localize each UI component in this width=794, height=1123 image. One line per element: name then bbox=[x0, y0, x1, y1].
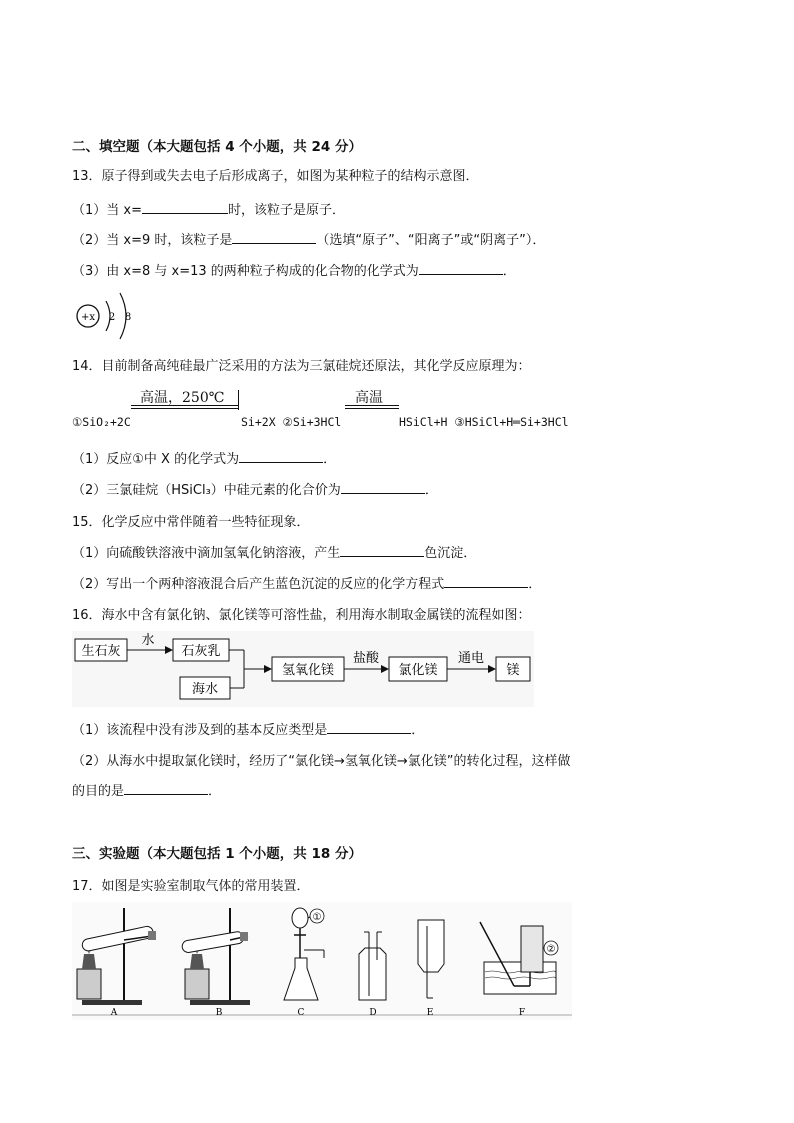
q13-part1-text-b: 时，该粒子是原子． bbox=[228, 203, 346, 218]
mg-hydroxide-label: 氢氧化镁 bbox=[281, 663, 335, 678]
q13-part1-text-a: （1）当 x= bbox=[72, 203, 142, 218]
reaction-arrow-1 bbox=[131, 405, 239, 409]
q16-part2-line1: （2）从海水中提取氯化镁时，经历了“氯化镁→氢氧化镁→氯化镁”的转化过程，这样做 bbox=[72, 754, 571, 769]
shell1-label: 2 bbox=[108, 312, 116, 323]
q14-part1-text-a: （1）反应①中 X 的化学式为 bbox=[72, 452, 240, 467]
label-b: B bbox=[215, 1008, 223, 1018]
water-label: 水 bbox=[141, 633, 155, 648]
lab-apparatus-figure bbox=[72, 902, 572, 1020]
magnesium-flow-diagram bbox=[72, 631, 534, 707]
q13-part3 bbox=[72, 260, 516, 279]
nucleus-label: +x bbox=[80, 312, 96, 323]
quicklime-label: 生石灰 bbox=[81, 644, 121, 659]
q17-stem: 17．如图是实验室制取气体的常用装置． bbox=[72, 879, 310, 894]
q15-part1-text-b: 色沉淀． bbox=[424, 546, 477, 561]
equation-part-b: Si+2X ②Si+3HCl bbox=[241, 415, 342, 429]
mark-2: ② bbox=[546, 944, 556, 955]
answer-blank[interactable] bbox=[142, 201, 228, 214]
q16-part1-text-b: ． bbox=[411, 723, 425, 738]
answer-blank[interactable] bbox=[232, 231, 316, 244]
mg-chloride-label: 氯化镁 bbox=[398, 663, 438, 678]
q16-part1 bbox=[72, 719, 424, 738]
answer-blank[interactable] bbox=[327, 721, 411, 734]
lime-milk-label: 石灰乳 bbox=[181, 644, 221, 659]
reaction-arrow-2 bbox=[345, 405, 399, 409]
condition-1: 高温，250℃ bbox=[140, 390, 225, 406]
answer-blank[interactable] bbox=[341, 481, 425, 494]
q16-part2-line2 bbox=[72, 780, 221, 799]
q13-part2-text-a: （2）当 x=9 时，该粒子是 bbox=[72, 233, 233, 248]
q13-part2 bbox=[72, 229, 545, 248]
q15-part1 bbox=[72, 542, 476, 561]
q13-part2-text-b: （选填“原子”、“阳离子”或“阴离子”）． bbox=[316, 233, 546, 248]
q15-part1-text-a: （1）向硫酸铁溶液中滴加氢氧化钠溶液，产生 bbox=[72, 546, 341, 561]
q16-stem: 16．海水中含有氯化钠、氯化镁等可溶性盐，利用海水制取金属镁的流程如图： bbox=[72, 608, 531, 623]
mark-1: ① bbox=[312, 912, 322, 923]
q13-part1 bbox=[72, 199, 345, 218]
q16-part2-text-a: 的目的是 bbox=[72, 784, 125, 799]
label-f: F bbox=[518, 1008, 526, 1018]
label-d: D bbox=[369, 1008, 377, 1018]
equation-part-c: HSiCl+H ③HSiCl+H═Si+3HCl bbox=[399, 415, 569, 429]
equation-part-a: ①SiO₂+2C bbox=[72, 415, 131, 429]
q15-part2-text-b: ． bbox=[528, 577, 542, 592]
q15-part2-text-a: （2）写出一个两种溶液混合后产生蓝色沉淀的反应的化学方程式 bbox=[72, 577, 445, 592]
q16-part1-text-a: （1）该流程中没有涉及到的基本反应类型是 bbox=[72, 723, 328, 738]
condition-2: 高温 bbox=[355, 390, 383, 406]
label-e: E bbox=[426, 1008, 434, 1018]
q13-part3-text-b: ． bbox=[502, 264, 516, 279]
shell2-label: 8 bbox=[124, 312, 132, 323]
q13-stem: 13．原子得到或失去电子后形成离子，如图为某种粒子的结构示意图． bbox=[72, 169, 479, 184]
reaction-arrow-tick bbox=[238, 390, 239, 410]
q14-part1 bbox=[72, 448, 336, 467]
atom-structure-diagram bbox=[72, 287, 136, 347]
hcl-label: 盐酸 bbox=[352, 651, 380, 666]
q14-stem: 14．目前制备高纯硅最广泛采用的方法为三氯硅烷还原法，其化学反应原理为： bbox=[72, 359, 531, 374]
label-a: A bbox=[110, 1008, 118, 1018]
answer-blank[interactable] bbox=[239, 450, 323, 463]
answer-blank[interactable] bbox=[340, 544, 424, 557]
answer-blank[interactable] bbox=[124, 782, 208, 795]
q16-part2-text-b: ． bbox=[208, 784, 222, 799]
q15-stem: 15．化学反应中常伴随着一些特征现象． bbox=[72, 515, 310, 530]
mg-label: 镁 bbox=[506, 663, 520, 678]
answer-blank[interactable] bbox=[444, 575, 528, 588]
electrify-label: 通电 bbox=[457, 651, 485, 666]
q14-part2-text-a: （2）三氯硅烷（HSiCl₃）中硅元素的化合价为 bbox=[72, 483, 341, 498]
seawater-label: 海水 bbox=[191, 682, 219, 697]
q13-part3-text-a: （3）由 x=8 与 x=13 的两种粒子构成的化合物的化学式为 bbox=[72, 264, 419, 279]
section-2-header: 二、填空题（本大题包括 4 个小题，共 24 分） bbox=[72, 139, 362, 155]
label-c: C bbox=[297, 1008, 305, 1018]
section-3-header: 三、实验题（本大题包括 1 个小题，共 18 分） bbox=[72, 846, 362, 862]
q15-part2 bbox=[72, 573, 541, 592]
q14-part1-text-b: ． bbox=[323, 452, 337, 467]
answer-blank[interactable] bbox=[419, 262, 503, 275]
q14-part2-text-b: ． bbox=[424, 483, 438, 498]
q14-part2 bbox=[72, 479, 438, 498]
